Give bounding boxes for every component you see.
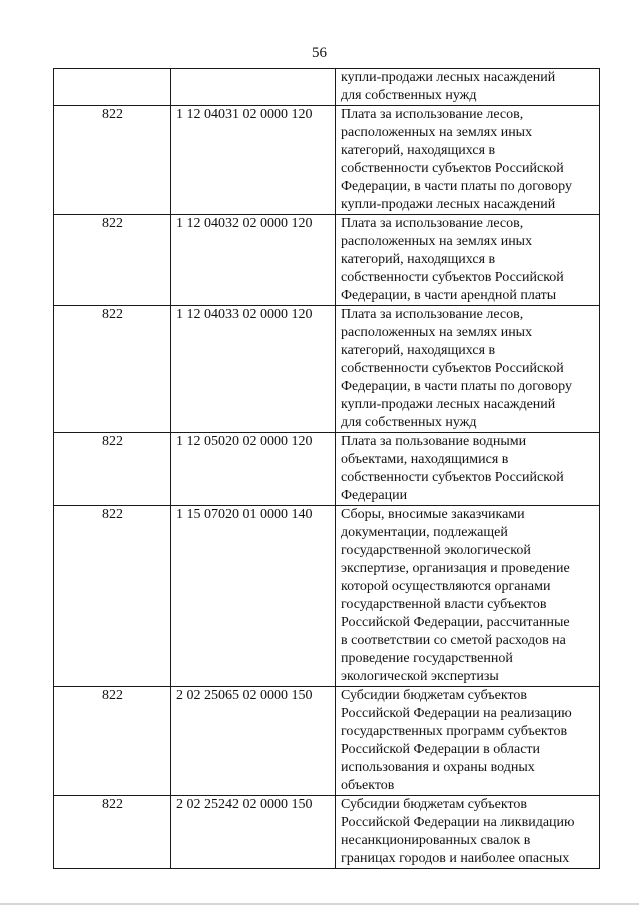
table-row [54,69,600,106]
revenue-name-line: категорий, находящихся в [341,343,496,358]
revenue-name-line: Российской Федерации, рассчитанные [341,615,570,630]
table-row [54,215,600,306]
revenue-name-line: несанкционированных свалок в [341,833,531,848]
revenue-name-line: Плата за использование лесов, [341,107,524,122]
revenue-name-cell [336,106,600,215]
table-row [54,796,600,869]
revenue-name-line: экологической экспертизы [341,669,499,684]
table-row [54,306,600,433]
revenue-name-line: собственности субъектов Российской [341,270,564,285]
revenue-name-line: в соответствии со сметой расходов на [341,633,566,648]
revenue-name-line: Российской Федерации в области [341,742,541,757]
admin-code-cell: 822 [54,306,171,433]
revenue-name-line: Федерации [341,488,408,503]
admin-code-cell [54,69,171,106]
table-row [54,687,600,796]
revenue-name-cell [336,69,600,106]
budget-code-cell: 1 12 05020 02 0000 120 [171,433,336,506]
page-number: 56 [312,45,327,61]
revenue-name-line: собственности субъектов Российской [341,470,564,485]
revenue-name-cell [336,506,600,687]
revenue-name-line: проведение государственной [341,651,513,666]
revenue-name-line: расположенных на землях иных [341,325,533,340]
revenue-name-line: Субсидии бюджетам субъектов [341,688,528,703]
revenue-name-cell [336,306,600,433]
budget-code-cell: 2 02 25065 02 0000 150 [171,687,336,796]
table-row [54,106,600,215]
table-row [54,433,600,506]
admin-code-cell: 822 [54,506,171,687]
admin-code-cell: 822 [54,433,171,506]
admin-code-cell: 822 [54,796,171,869]
revenue-code-table [53,68,600,869]
revenue-name-line: Плата за использование лесов, [341,307,524,322]
revenue-name-cell [336,687,600,796]
revenue-name-line: Субсидии бюджетам субъектов [341,797,528,812]
revenue-name-line: категорий, находящихся в [341,252,496,267]
revenue-name-line: Сборы, вносимые заказчиками [341,507,525,522]
revenue-name-line: Плата за пользование водными [341,434,527,449]
revenue-name-line: экспертизе, организация и проведение [341,561,570,576]
budget-code-cell: 1 15 07020 01 0000 140 [171,506,336,687]
revenue-name-line: использования и охраны водных [341,760,535,775]
revenue-name-line: границах городов и наиболее опасных [341,851,570,866]
revenue-name-line: купли-продажи лесных насаждений [341,197,556,212]
budget-code-cell [171,69,336,106]
revenue-name-line: Плата за использование лесов, [341,216,524,231]
revenue-name-line: государственной экологической [341,543,531,558]
revenue-name-line: для собственных нужд [341,415,477,430]
budget-code-cell: 2 02 25242 02 0000 150 [171,796,336,869]
revenue-name-line: собственности субъектов Российской [341,161,564,176]
revenue-name-cell [336,796,600,869]
revenue-name-line: Федерации, в части арендной платы [341,288,557,303]
revenue-name-line: государственных программ субъектов [341,724,568,739]
revenue-name-line: документации, подлежащей [341,525,508,540]
revenue-name-line: Федерации, в части платы по договору [341,179,572,194]
admin-code-cell: 822 [54,106,171,215]
table-row [54,506,600,687]
revenue-name-line: государственной власти субъектов [341,597,547,612]
budget-code-cell: 1 12 04032 02 0000 120 [171,215,336,306]
revenue-name-line: купли-продажи лесных насаждений [341,397,556,412]
revenue-name-cell [336,215,600,306]
revenue-name-line: купли-продажи лесных насаждений [341,70,556,85]
revenue-name-line: которой осуществляются органами [341,579,551,594]
revenue-name-line: объектами, находящимися в [341,452,509,467]
admin-code-cell: 822 [54,687,171,796]
revenue-name-line: для собственных нужд [341,88,477,103]
table-body [54,69,600,869]
admin-code-cell: 822 [54,215,171,306]
revenue-name-line: расположенных на землях иных [341,234,533,249]
revenue-name-line: расположенных на землях иных [341,125,533,140]
revenue-name-cell [336,433,600,506]
revenue-name-line: собственности субъектов Российской [341,361,564,376]
revenue-name-line: Федерации, в части платы по договору [341,379,572,394]
budget-code-cell: 1 12 04031 02 0000 120 [171,106,336,215]
revenue-name-line: категорий, находящихся в [341,143,496,158]
revenue-name-line: Российской Федерации на ликвидацию [341,815,575,830]
revenue-name-line: Российской Федерации на реализацию [341,706,572,721]
budget-code-cell: 1 12 04033 02 0000 120 [171,306,336,433]
revenue-name-line: объектов [341,778,395,793]
